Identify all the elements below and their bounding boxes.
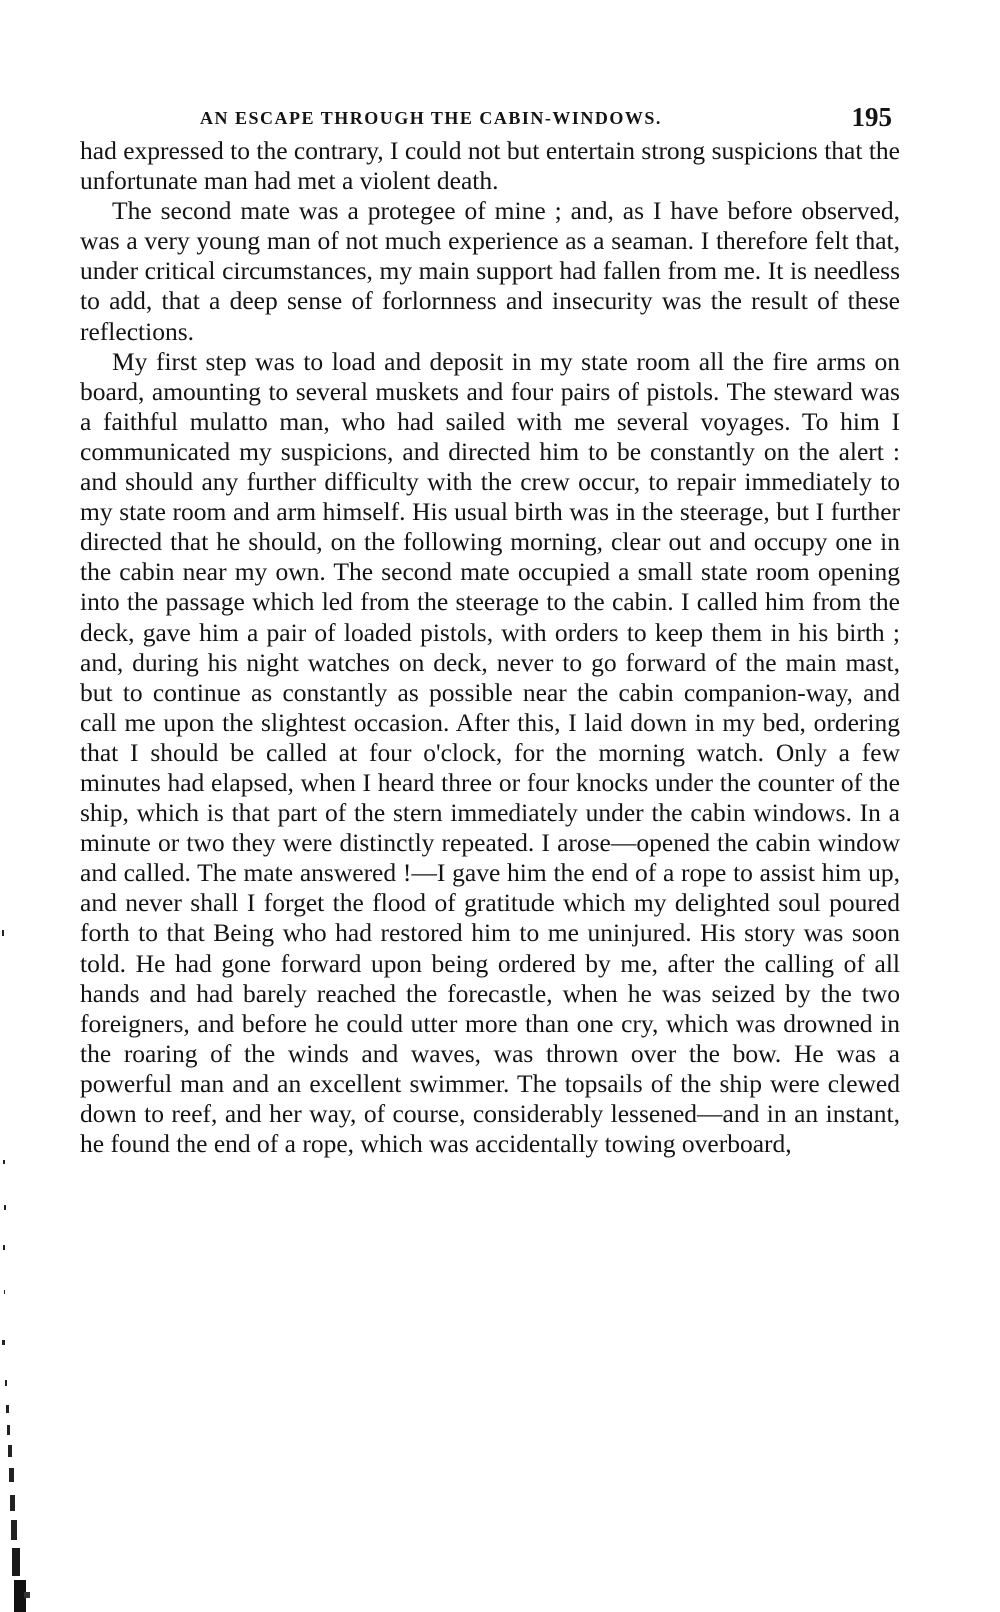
- running-title: AN ESCAPE THROUGH THE CABIN-WINDOWS.: [200, 108, 662, 128]
- running-header: [80, 102, 900, 132]
- body-text: [80, 136, 900, 1159]
- paragraph-first-step: My first step was to load and deposit in my state room all the fire arms on board, amounting to several muskets and four pairs of pistols. The steward was a faithful mulatto man, who had sailed with me several voyages. To him I communicated my suspicions, and directed him to be constantly on the alert : and should any further difficulty with the crew occur, to repair immediately to my state room and arm himself. His usual birth was in the steerage, but I further directed that he should, on the following morning, clear out and occupy one in the cabin near my own. The second mate occupied a small state room opening into the passage which led from the steerage to the cabin. I called him from the deck, gave him a pair of loaded pistols, with orders to keep them in his birth ; and, during his night watches on deck, never to go forward of the main mast, but to continue as constantly as possible near the cabin companion-way, and call me upon the slightest occasion. After this, I laid down in my bed, ordering that I should be called at four o'clock, for the morning watch. Only a few minutes had elapsed, when I heard three or four knocks under the counter of the ship, which is that part of the stern immediately under the cabin windows. In a minute or two they were distinctly repeated. I arose—opened the cabin window and called. The mate answered !—I gave him the end of a rope to assist him up, and never shall I forget the flood of gratitude which my delighted soul poured forth to that Being who had restored him to me uninjured. His story was soon told. He had gone forward upon being ordered by me, after the calling of all hands and had barely reached the forecastle, when he was seized by the two foreigners, and before he could utter more than one cry, which was drowned in the roaring of the winds and waves, was thrown over the bow. He was a powerful man and an excellent swimmer. The topsails of the ship were clewed down to reef, and her way, of course, considerably lessened—and in an instant, he found the end of a rope, which was accidentally towing overboard,: [80, 346, 900, 1159]
- page-number: 195: [851, 102, 892, 132]
- gutter-scan-artifacts: [0, 0, 40, 1612]
- paragraph-second-mate: The second mate was a protegee of mine ; and, as I have before observed, was a very young man of not much experience as a seaman. I therefore felt that, under critical circumstances, my main support had fallen from me. It is needless to add, that a deep sense of forlornness and insecurity was the result of these reflections.: [80, 196, 900, 346]
- paragraph-continued: had expressed to the contrary, I could not but entertain strong suspicions that the unfortunate man had met a violent death.: [80, 136, 900, 196]
